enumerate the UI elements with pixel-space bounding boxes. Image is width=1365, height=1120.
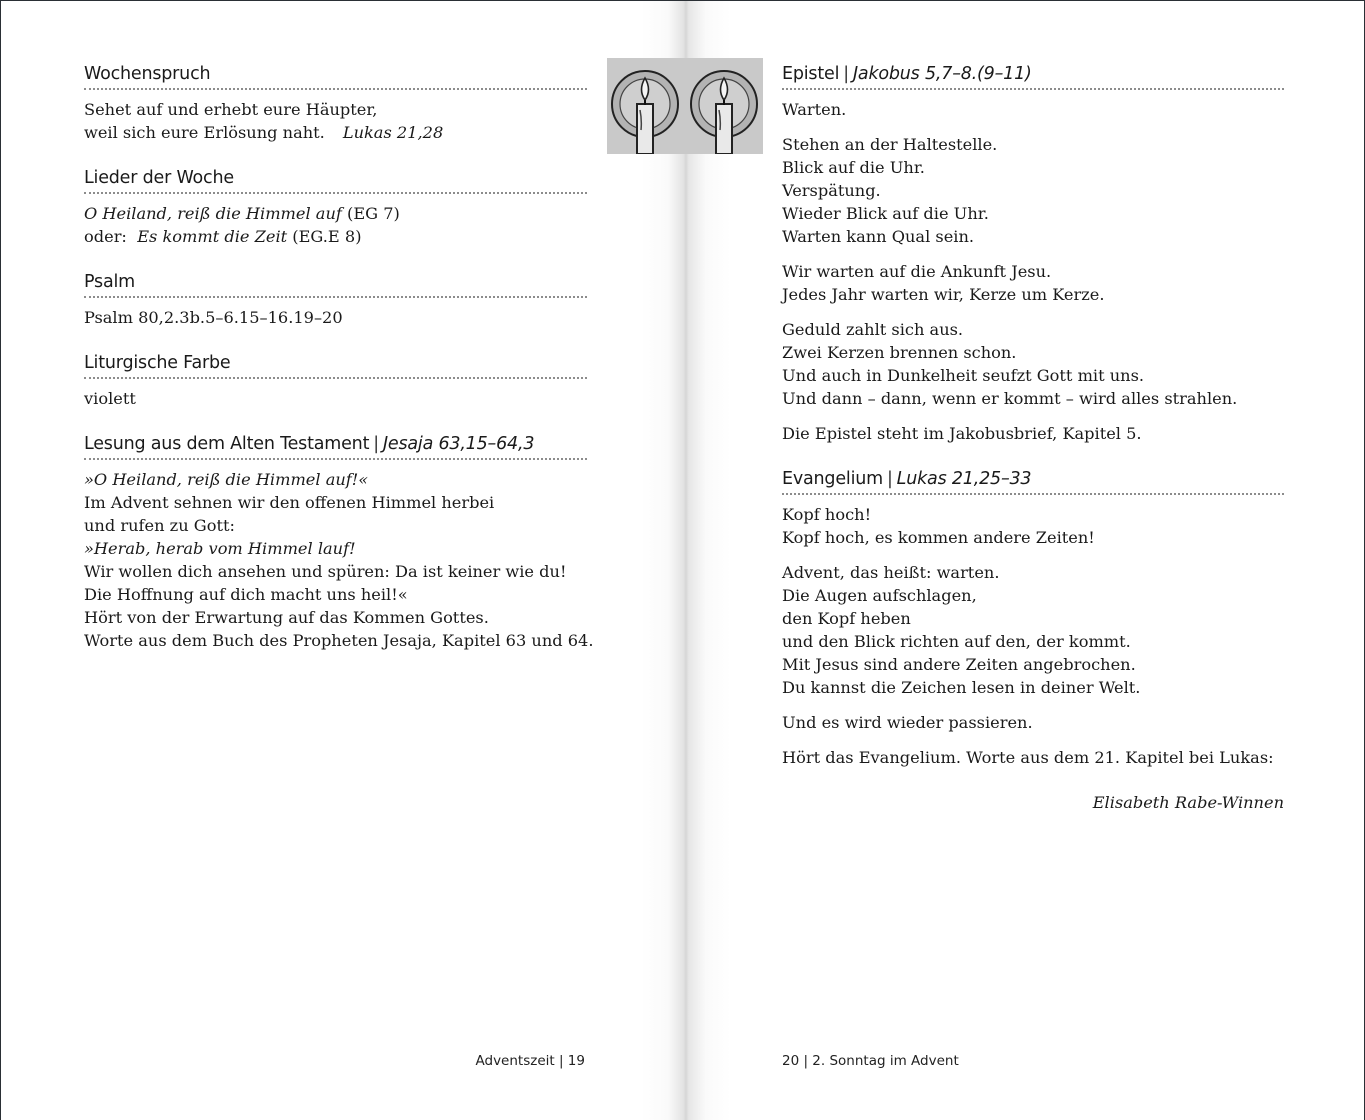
wochenspruch-ref: Lukas 21,28 — [342, 123, 444, 142]
lesung-line: und rufen zu Gott: — [84, 516, 235, 535]
evangelium-paragraph: Hört das Evangelium. Worte aus dem 21. Kapitel bei Lukas: — [782, 748, 1274, 767]
epistel-paragraph: Geduld zahlt sich aus. Zwei Kerzen brennen schon. Und auch in Dunkelheit seufzt Gott mit uns. Und dann – dann, wenn er kommt – wird alles strahlen. — [782, 320, 1238, 408]
epistel-paragraph: Warten. — [782, 100, 847, 119]
epistel-paragraph: Stehen an der Haltestelle. Blick auf die Uhr. Verspätung. Wieder Blick auf die Uhr. Warten kann Qual sein. — [782, 135, 998, 246]
evangelium-paragraph: Und es wird wieder passieren. — [782, 713, 1033, 732]
epistel-paragraph: Wir warten auf die Ankunft Jesu. Jedes Jahr warten wir, Kerze um Kerze. — [782, 262, 1105, 304]
page-footer-left: Adventszeit | 19 — [475, 1053, 585, 1069]
wochenspruch-line: weil sich eure Erlösung naht. Lukas 21,28 — [84, 123, 444, 142]
book-gutter — [641, 1, 731, 1120]
psalm-body: Psalm 80,2.3b.5–6.15–16.19–20 — [84, 308, 343, 327]
farbe-section — [84, 352, 587, 410]
song-line: oder: Es kommt die Zeit (EG.E 8) — [84, 227, 362, 246]
lieder-body — [84, 202, 587, 248]
evangelium-body — [782, 503, 1284, 769]
psalm-heading: Psalm — [84, 271, 587, 298]
evangelium-heading: Evangelium | Lukas 21,25–33 — [782, 468, 1284, 495]
evangelium-paragraph: Advent, das heißt: warten. Die Augen aufschlagen, den Kopf heben und den Blick richten auf den, der kommt. Mit Jesus sind andere Zeiten angebrochen. Du kannst die Zeichen lesen in deiner Welt. — [782, 563, 1141, 697]
wochenspruch-body — [84, 98, 587, 144]
farbe-body: violett — [84, 389, 136, 408]
wochenspruch-section — [84, 63, 587, 144]
candles-illustration — [607, 58, 763, 154]
book-spread — [1, 1, 1364, 1120]
lesung-heading: Lesung aus dem Alten Testament | Jesaja 63,15–64,3 — [84, 433, 587, 460]
epistel-paragraph: Die Epistel steht im Jakobusbrief, Kapitel 5. — [782, 424, 1142, 443]
lesung-line: Die Hoffnung auf dich macht uns heil!« — [84, 585, 408, 604]
page-footer-right: 20 | 2. Sonntag im Advent — [782, 1053, 959, 1069]
wochenspruch-heading: Wochenspruch — [84, 63, 587, 90]
wochenspruch-line: Sehet auf und erhebt eure Häupter, — [84, 100, 378, 119]
psalm-section — [84, 271, 587, 329]
author-signature: Elisabeth Rabe-Winnen — [1092, 793, 1284, 812]
lieder-section — [84, 167, 587, 248]
lesung-section — [84, 433, 594, 652]
lesung-line: Hört von der Erwartung auf das Kommen Gottes. — [84, 608, 489, 627]
epistel-heading: Epistel | Jakobus 5,7–8.(9–11) — [782, 63, 1284, 90]
lesung-body — [84, 468, 594, 652]
epistel-section — [782, 63, 1284, 457]
evangelium-paragraph: Kopf hoch! Kopf hoch, es kommen andere Zeiten! — [782, 505, 1095, 547]
lieder-heading: Lieder der Woche — [84, 167, 587, 194]
lesung-line: Wir wollen dich ansehen und spüren: Da ist keiner wie du! — [84, 562, 567, 581]
epistel-body — [782, 98, 1284, 445]
evangelium-section — [782, 468, 1284, 781]
lesung-line: »O Heiland, reiß die Himmel auf!« — [84, 470, 369, 489]
song-line: O Heiland, reiß die Himmel auf (EG 7) — [84, 204, 400, 223]
lesung-line: Worte aus dem Buch des Propheten Jesaja, Kapitel 63 und 64. — [84, 631, 594, 650]
lesung-line: »Herab, herab vom Himmel lauf! — [84, 539, 356, 558]
farbe-heading: Liturgische Farbe — [84, 352, 587, 379]
lesung-line: Im Advent sehnen wir den offenen Himmel herbei — [84, 493, 495, 512]
